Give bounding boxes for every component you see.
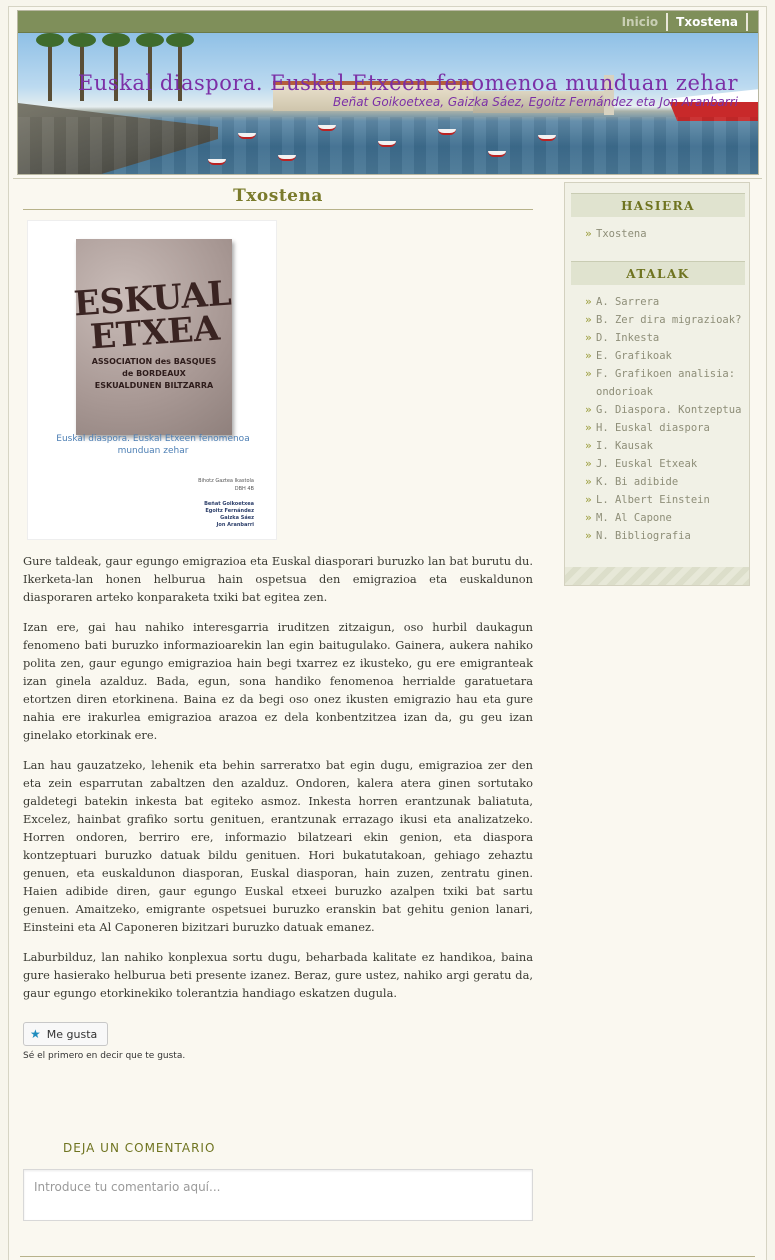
sidebar-item-kausak[interactable] [585,437,745,455]
chevron-right-icon: » [585,529,592,542]
sidebar-item-label: B. Zer dira migrazioak? [596,314,742,326]
main-content [23,186,533,1221]
site-title: Euskal diaspora. Euskal Etxeen fenomenoa munduan zehar [78,71,738,95]
sidebar-item-bibliografia[interactable] [585,527,745,545]
post-body [23,552,533,1002]
header-divider [13,178,762,179]
sidebar-item-label: Txostena [596,228,647,240]
sidebar-item-euskal-etxeak[interactable] [585,455,745,473]
chevron-right-icon: » [585,227,592,240]
sidebar-item-grafikoen-analisia[interactable] [585,365,745,401]
sidebar-heading-atalak: ATALAK [571,261,745,285]
sidebar-item-label: G. Diaspora. Kontzeptua [596,404,742,416]
sidebar-list-atalak [571,285,745,555]
cover-author: Gaizka Sáez [220,515,254,521]
comment-input[interactable]: Introduce tu comentario aquí... [23,1169,533,1221]
site-header [17,10,759,175]
cover-school-class: DBH 4B [234,486,254,492]
comment-heading: DEJA UN COMENTARIO [63,1141,216,1155]
sidebar-item-label: H. Euskal diaspora [596,422,710,434]
palm-tree [48,41,52,101]
plaque-line: de BORDEAUX [122,369,186,378]
cover-caption: Euskal diaspora. Euskal Etxeen fenomenoa munduan zehar [56,434,250,456]
sidebar-item-label: E. Grafikoak [596,350,672,362]
sidebar-item-label: N. Bibliografia [596,530,691,542]
sidebar-item-label: I. Kausak [596,440,653,452]
plaque-line: ASSOCIATION des BASQUES [91,357,217,366]
footer-divider [20,1256,755,1257]
nav-inicio[interactable]: Inicio [614,13,669,31]
sidebar-item-label: L. Albert Einstein [596,494,710,506]
eskual-etxea-plaque [72,239,233,435]
sidebar-item-euskal-diaspora[interactable] [585,419,745,437]
cover-author: Egoitz Fernández [205,508,254,514]
like-button[interactable] [23,1022,108,1046]
sidebar-item-label: A. Sarrera [596,296,660,308]
post-title: Txostena [23,186,533,210]
sidebar-item-al-capone[interactable] [585,509,745,527]
sidebar-item-diaspora-kontzeptua[interactable] [585,401,745,419]
top-nav [614,13,748,31]
sidebar-item-migrazioak[interactable] [585,311,745,329]
cover-author: Jon Aranbarri [216,522,254,528]
header-harbour-image [18,33,758,175]
cover-author: Beñat Goikoetxea [204,501,254,507]
cover-school-name: Bihotz Gaztea Ikastola [198,478,254,484]
sidebar-item-bi-adibide[interactable] [585,473,745,491]
like-label: Me gusta [46,1027,98,1041]
chevron-right-icon: » [585,295,592,308]
sidebar-list-hasiera [571,217,745,253]
cover-authors [204,501,254,529]
plaque-title: ESKUAL ETXEA [72,273,233,358]
chevron-right-icon: » [585,403,592,416]
sidebar-item-sarrera[interactable] [585,293,745,311]
sidebar [564,182,750,586]
chevron-right-icon: » [585,457,592,470]
post-paragraph: Lan hau gauzatzeko, lehenik eta behin sarreratxo bat egin dugu, emigrazioa zer den eta zein esparrutan zabaltzen den azalduz. Ondoren, kalera atera ginen sortutako galdetegi batekin inkesta bat egiteko asmoz. Inkesta horren erantzunak baliatuta, Excelez, hainbat grafiko sortu genituen, erantzunak errazago ikusi eta analizatzeko. Horren ondoren, berriro ere, informazio bilatzeari ekin genion, eta diaspora kontzeptuari buruzko datuak bildu genituen. Hori bukatutakoan, gehiago zehaztu genuen, eta euskaldunon diasporan, Euskal diasporan, hain zuzen, zentratu ginen. Haien adibide diren, gaur egungo Euskal etxeei buruzko azalpen txiki bat sartu genuen. Amaitzeko, emigrante ospetsuei buruzko eranskin bat gehitu genion lanari, Einsteini eta Al Caponeren bizitzari buruzko datuak emanez. [23,758,533,934]
sidebar-heading-hasiera: HASIERA [571,193,745,217]
chevron-right-icon: » [585,493,592,506]
chevron-right-icon: » [585,349,592,362]
sidebar-item-label: F. Grafikoen analisia: ondorioak [596,368,736,398]
post-paragraph: Izan ere, gai hau nahiko interesgarria iruditzen zitzaigun, oso hurbil daukagun fenomeno bati buruzko informazioarekin lan egin baitugulako. Gainera, aukera nahiko polita zen, gaur egungo emigrazioa hain begi txarrez ez ikusteko, gu ere emigranteak izan ginela azalduz. Bada, egun, sona handiko fenomenoa herrialde garatuetara etortzen diren etorkinena. Baina ez da begi oso onez ikusten emigrazio hau eta gure nahia ere irakurlea emigrazioa arazoa ez dela konbentzitzea izan da, gu geu izan ginelako etorkinak ere. [23,620,533,742]
sidebar-item-label: J. Euskal Etxeak [596,458,698,470]
chevron-right-icon: » [585,439,592,452]
like-note: Sé el primero en decir que te gusta. [23,1051,186,1061]
cover-school [198,477,254,493]
chevron-right-icon: » [585,313,592,326]
sidebar-item-grafikoak[interactable] [585,347,745,365]
chevron-right-icon: » [585,331,592,344]
site-authors: Beñat Goikoetxea, Gaizka Sáez, Egoitz Fernández eta Jon Aranbarri [332,95,738,109]
sidebar-item-albert-einstein[interactable] [585,491,745,509]
sidebar-item-inkesta[interactable] [585,329,745,347]
post-paragraph: Laburbilduz, lan nahiko konplexua sortu dugu, beharbada kalitate ez handikoa, baina gure hasierako helburua beti presente izanez. Beraz, gure ustez, nahiko argi geratu da, gaur egungo etorkinekiko tolerantzia handiago eskatzen dugula. [23,950,533,1000]
sidebar-inner [571,193,745,555]
sidebar-item-label: K. Bi adibide [596,476,679,488]
sidebar-item-txostena[interactable] [585,225,745,243]
star-icon: ★ [30,1027,41,1041]
nav-txostena[interactable]: Txostena [668,13,748,31]
sidebar-item-label: D. Inkesta [596,332,660,344]
plaque-subtitle [92,356,217,392]
sidebar-footer-pattern [565,567,749,585]
chevron-right-icon: » [585,421,592,434]
chevron-right-icon: » [585,511,592,524]
plaque-line: ESKUALDUNEN BILTZARRA [94,381,214,390]
post-paragraph: Gure taldeak, gaur egungo emigrazioa eta Euskal diasporari buruzko lan bat burutu du. Ikerketa-lan honen helburua hain ospetsua den emigrazioa eta euskaldunon diasporaren arteko konparaketa txiki bat egitea zen. [23,554,533,604]
chevron-right-icon: » [585,367,592,380]
chevron-right-icon: » [585,475,592,488]
sidebar-item-label: M. Al Capone [596,512,672,524]
report-cover-image [27,220,277,540]
like-widget [23,1022,533,1061]
top-nav-bar [18,11,758,33]
